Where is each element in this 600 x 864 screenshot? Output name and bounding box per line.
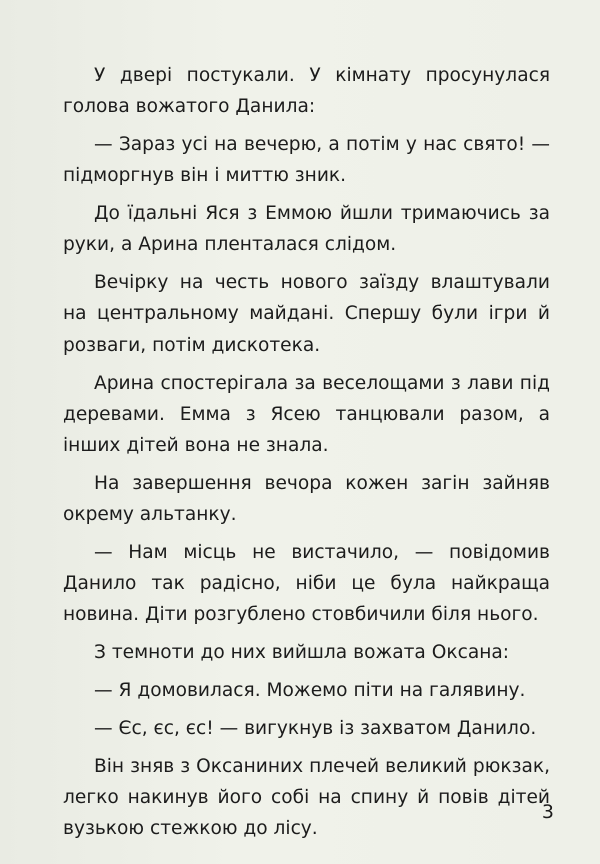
paragraph: Арина спостерігала за веселощами з лави під деревами. Емма з Ясею танцювали разом, а інших дітей вона не знала.	[63, 372, 550, 456]
page-text	[63, 60, 550, 851]
paragraph: — Я домовилася. Можемо піти на галявину.	[94, 680, 526, 702]
page-number: 3	[541, 801, 554, 823]
paragraph: На завершення вечора кожен загін зайняв окрему альтанку.	[63, 472, 550, 526]
paragraph: Вечірку на честь нового заїзду влаштували на центральному майдані. Спершу були ігри й розваги, потім дискотека.	[63, 272, 550, 356]
paragraph: Він зняв з Оксаниних плечей великий рюкзак, легко накинув його собі на спину й повів дітей вузькою стежкою до лісу.	[63, 755, 550, 840]
paragraph: До їдальні Яся з Еммою йшли тримаючись за руки, а Арина пленталася слідом.	[63, 203, 550, 256]
paragraph: — Нам місць не вистачило, — повідомив Данило так радісно, ніби це була найкраща новина. Діти розгублено стовбичили біля нього.	[63, 541, 550, 626]
paragraph: — Зараз усі на вечерю, а потім у нас свято! — підморгнув він і миттю зник.	[63, 134, 550, 187]
paragraph: У двері постукали. У кімнату просунулася голова вожатого Данила:	[63, 65, 550, 118]
paragraph: — Єс, єс, єс! — вигукнув із захватом Данило.	[94, 718, 537, 740]
paragraph: З темноти до них вийшла вожата Оксана:	[94, 642, 510, 664]
